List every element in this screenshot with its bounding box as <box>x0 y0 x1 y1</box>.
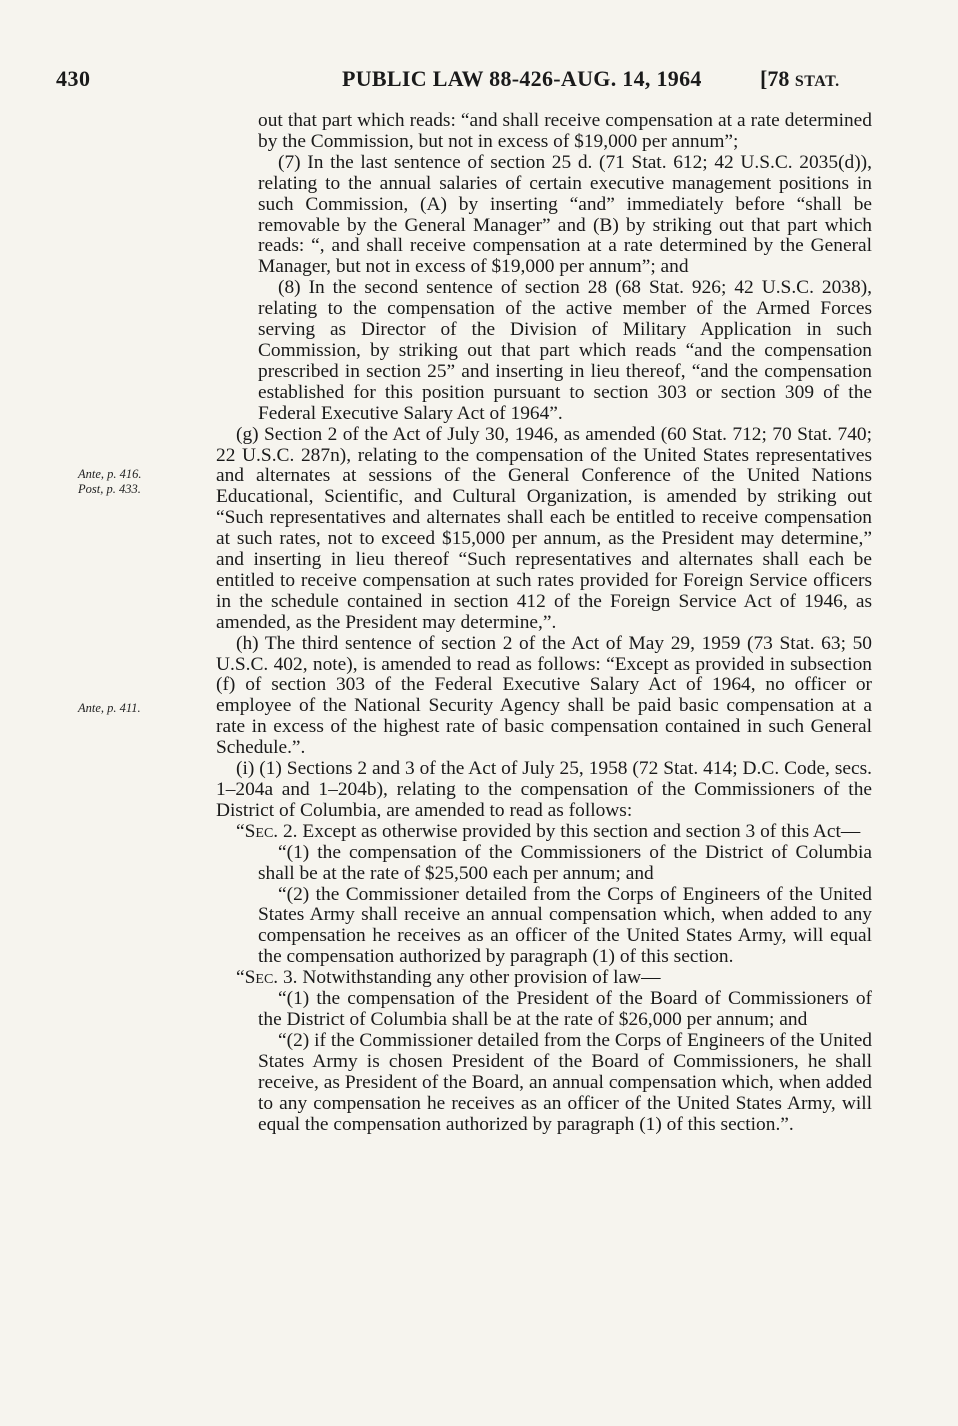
section-3-text: Notwithstanding any other provision of law— <box>297 967 661 989</box>
margin-note-line: Ante, p. 416. <box>78 467 142 481</box>
section-3-clause-1: “(1) the compensation of the President of the Board of Commissioners of the District of Columbia shall be at the rate of $26,000 per annum; and <box>258 988 872 1030</box>
section-2-clause-1: “(1) the compensation of the Commissioners of the District of Columbia shall be at the rate of $25,500 each per annum; and <box>258 841 872 884</box>
paragraph-8: (8) In the second sentence of section 28 (68 Stat. 926; 42 U.S.C. 2038), relating to the compensation of the active member of the Armed Forces serving as Director of the Division of Military Application in such Commission, by striking out that part which reads “and the compensation prescribed in section 25” and inserting in lieu thereof, “and the compensation established for this position pursuant to section 303 or section 309 of the Federal Executive Salary Act of 1964”. <box>258 277 872 424</box>
margin-note-line: Ante, p. 411. <box>78 701 141 715</box>
section-2-clause-2: “(2) the Commissioner detailed from the Corps of Engineers of the United States Army shall receive an annual compensation which, when added to any compensation he receives as an officer of the United States Army, will equal the compensation authorized by paragraph (1) of this section. <box>258 883 872 968</box>
section-3-label: “Sec. 3. <box>236 967 298 989</box>
page-header <box>0 66 958 96</box>
section-3-heading <box>216 968 872 989</box>
section-3-clause-2: “(2) if the Commissioner detailed from the Corps of Engineers of the United States Army is chosen President of the Board of Commissioners, he shall receive, as President of the Board, an annual compensation which, when added to any compensation he receives as an officer of the United States Army, will equal the compensation authorized by paragraph (1) of this section.”. <box>258 1029 872 1135</box>
section-2-heading <box>216 822 872 843</box>
margin-note-ante-411 <box>78 701 141 716</box>
paragraph-7: (7) In the last sentence of section 25 d. (71 Stat. 612; 42 U.S.C. 2035(d)), relating to the annual salaries of certain executive management positions in such Commission, (A) by inserting “and” immediately before “shall be removable by the General Manager” and (B) by striking out that part which reads: “, and shall receive compensation at a rate determined by the General Manager, but not in excess of $19,000 per annum”; and <box>258 151 872 278</box>
page-number: 430 <box>56 66 91 91</box>
statute-reference-stat: STAT. <box>794 73 840 90</box>
paragraph-continued: out that part which reads: “and shall receive compensation at a rate determined by the Commission, but not in excess of $19,000 per annum”; <box>258 110 872 152</box>
section-2-label: “Sec. 2. <box>236 820 298 842</box>
statute-reference-prefix: [78 <box>760 66 795 91</box>
margin-note-ante-416 <box>78 467 142 497</box>
subsection-g: (g) Section 2 of the Act of July 30, 1946, as amended (60 Stat. 712; 70 Stat. 740; 22 U.S.C. 287n), relating to the compensation of the United States representatives and alternates at sessions of the General Conference of the United Nations Educational, Scientific, and Cultural Organization, is amended by striking out “Such representatives and alternates shall each be entitled to receive compensation at such rates, not to exceed $15,000 per annum, as the President may determine,” and inserting in lieu thereof “Such representatives and alternates shall each be entitled to receive compensation at such rates provided for Foreign Service officers in the schedule contained in section 412 of the Foreign Service Act of 1946, as amended, as the President may determine,”. <box>216 423 872 633</box>
running-title: PUBLIC LAW 88-426-AUG. 14, 1964 <box>342 66 702 91</box>
subsection-i: (i) (1) Sections 2 and 3 of the Act of July 25, 1958 (72 Stat. 414; D.C. Code, secs. 1–204a and 1–204b), relating to the compensation of the Commissioners of the District of Columbia, are amended to read as follows: <box>216 758 872 821</box>
subsection-h: (h) The third sentence of section 2 of the Act of May 29, 1959 (73 Stat. 63; 50 U.S.C. 402, note), is amended to read as follows: “Except as provided in subsection (f) of section 303 of the Federal Executive Salary Act of 1964, no officer or employee of the National Security Agency shall be paid basic compensation at a rate in excess of the highest rate of basic compensation contained in such General Schedule.”. <box>216 632 872 759</box>
statute-reference <box>760 66 840 92</box>
section-2-text: Except as otherwise provided by this section and section 3 of this Act— <box>297 820 861 842</box>
margin-note-line: Post, p. 433. <box>78 482 141 496</box>
statute-body <box>216 111 872 1135</box>
